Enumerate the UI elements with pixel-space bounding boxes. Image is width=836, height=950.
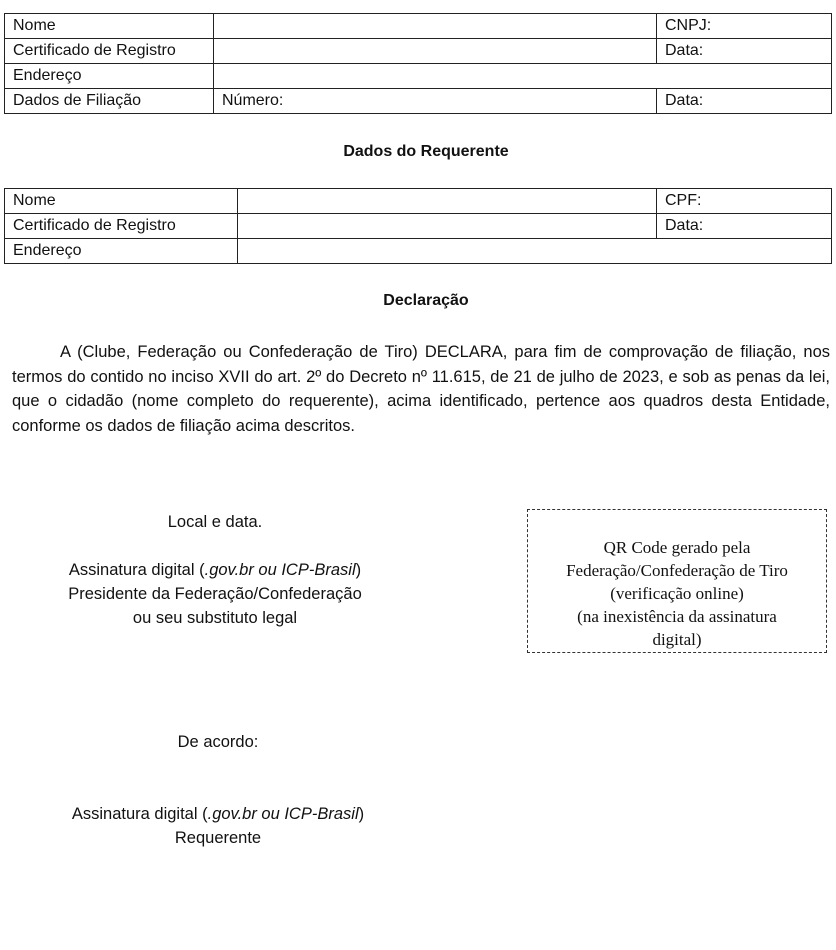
signature-block — [40, 510, 390, 630]
signature-suffix: ) — [355, 561, 362, 579]
entity-affiliation-date[interactable]: Data: — [657, 89, 832, 114]
entity-row-name — [5, 14, 832, 39]
local-date-label: Local e data. — [167, 513, 263, 531]
entity-row-affiliation — [5, 89, 832, 114]
qr-line-4: (na inexistência da assinatura — [577, 607, 777, 626]
entity-address-label: Endereço — [5, 64, 214, 89]
requester-cpf-label[interactable]: CPF: — [657, 189, 832, 214]
entity-name-label: Nome — [5, 14, 214, 39]
requester-name-label: Nome — [5, 189, 238, 214]
requester-address-label: Endereço — [5, 239, 238, 264]
entity-certificate-date[interactable]: Data: — [657, 39, 832, 64]
declaration-title: Declaração — [383, 292, 469, 309]
signature-prefix: Assinatura digital ( — [68, 561, 205, 579]
requester-table — [4, 188, 832, 264]
requester-address-value[interactable] — [238, 239, 832, 264]
agreement-signature-suffix: ) — [358, 805, 365, 823]
agreement-block — [40, 730, 396, 850]
qr-line-3: (verificação online) — [610, 584, 744, 603]
requester-name-value[interactable] — [238, 189, 657, 214]
requester-row-name — [5, 189, 832, 214]
entity-affiliation-label: Dados de Filiação — [5, 89, 214, 114]
president-role: Presidente da Federação/Confederação — [68, 585, 362, 603]
agreement-label: De acordo: — [177, 733, 259, 751]
signature-platforms: .gov.br ou ICP-Brasil — [204, 561, 356, 579]
qr-line-2: Federação/Confederação de Tiro — [566, 561, 788, 580]
entity-address-value[interactable] — [214, 64, 832, 89]
requester-signature-line — [40, 802, 396, 826]
entity-table — [4, 13, 832, 114]
entity-row-certificate — [5, 39, 832, 64]
requester-role: Requerente — [174, 829, 262, 847]
requester-certificate-value[interactable] — [238, 214, 657, 239]
requester-certificate-label: Certificado de Registro — [5, 214, 238, 239]
entity-certificate-label: Certificado de Registro — [5, 39, 214, 64]
requester-row-certificate — [5, 214, 832, 239]
requester-row-address — [5, 239, 832, 264]
agreement-signature-platforms: .gov.br ou ICP-Brasil — [207, 805, 359, 823]
qr-line-1: QR Code gerado pela — [603, 538, 751, 557]
requester-certificate-date[interactable]: Data: — [657, 214, 832, 239]
requester-section-title: Dados do Requerente — [343, 143, 509, 160]
entity-name-value[interactable] — [214, 14, 657, 39]
president-signature-line — [40, 558, 390, 582]
qr-line-5: digital) — [652, 630, 702, 649]
substitute-role: ou seu substituto legal — [132, 609, 298, 627]
entity-row-address — [5, 64, 832, 89]
qr-code-placeholder — [527, 509, 827, 653]
entity-cnpj-label[interactable]: CNPJ: — [657, 14, 832, 39]
agreement-signature-prefix: Assinatura digital ( — [71, 805, 208, 823]
declaration-paragraph: A (Clube, Federação ou Confederação de Tiro) DECLARA, para fim de comprovação de filiação, nos termos do contido no inciso XVII do art. 2º do Decreto nº 11.615, de 21 de julho de 2023, e sob as penas da lei, que o cidadão (nome completo do requerente), acima identificado, pertence aos quadros desta Entidade, conforme os dados de filiação acima descritos. — [12, 343, 830, 435]
entity-affiliation-number[interactable]: Número: — [214, 89, 657, 114]
entity-certificate-value[interactable] — [214, 39, 657, 64]
